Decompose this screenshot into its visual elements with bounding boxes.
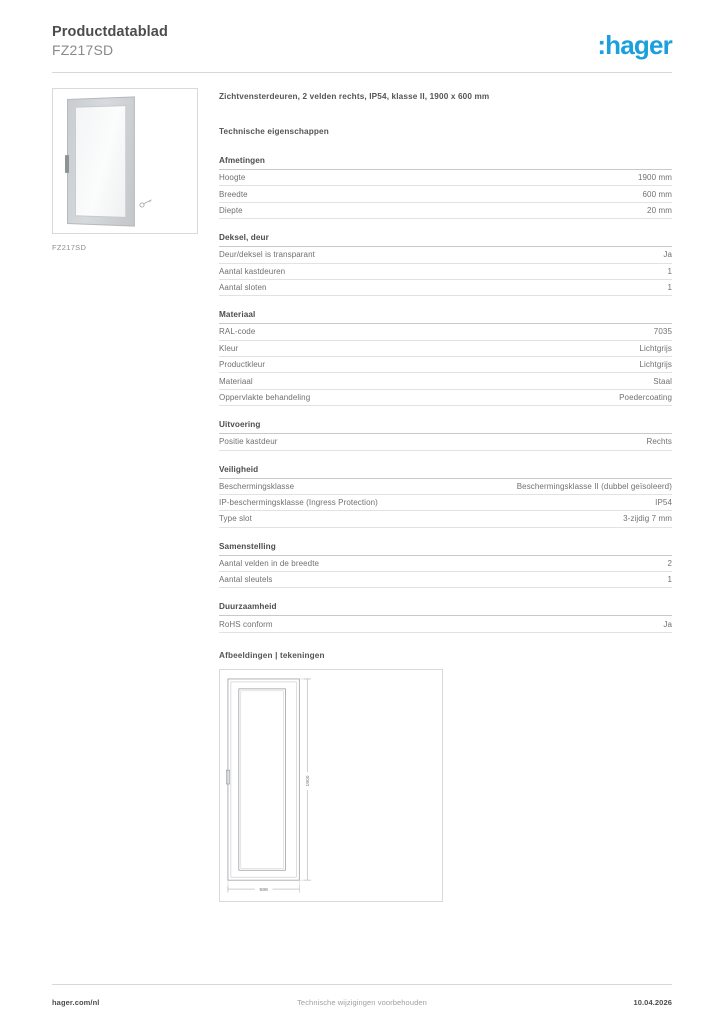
page-header	[52, 24, 672, 70]
spec-row	[219, 186, 672, 202]
footer-website[interactable]: hager.com/nl	[52, 998, 100, 1007]
header-title-block	[52, 24, 168, 59]
spec-label: Aantal kastdeuren	[219, 266, 286, 276]
spec-value: Ja	[663, 619, 672, 629]
spec-value: 2	[667, 558, 672, 568]
spec-value: Poedercoating	[619, 392, 672, 402]
spec-row	[219, 390, 672, 406]
spec-label: RAL-code	[219, 327, 256, 337]
spec-value: 7035	[653, 327, 672, 337]
page-footer	[52, 998, 672, 1010]
spec-value: 20 mm	[647, 205, 672, 215]
spec-row	[219, 479, 672, 495]
spec-value: 1	[667, 283, 672, 293]
spec-row	[219, 170, 672, 186]
spec-group-title: Duurzaamheid	[219, 602, 672, 616]
spec-label: Type slot	[219, 514, 252, 524]
spec-row	[219, 616, 672, 632]
spec-row	[219, 280, 672, 296]
spec-value: Ja	[663, 250, 672, 260]
spec-value: IP54	[655, 498, 672, 508]
spec-row	[219, 324, 672, 340]
spec-group	[219, 602, 672, 632]
spec-row	[219, 495, 672, 511]
spec-group-title: Materiaal	[219, 310, 672, 324]
spec-row	[219, 357, 672, 373]
footer-divider	[52, 984, 672, 985]
hager-logo: :hager	[597, 30, 672, 60]
spec-row	[219, 203, 672, 219]
page-title: Productdatablad	[52, 24, 168, 40]
spec-value: 3-zijdig 7 mm	[623, 514, 672, 524]
drawing-height-label: 1900	[306, 775, 312, 787]
spec-label: Aantal velden in de breedte	[219, 558, 320, 568]
spec-label: Positie kastdeur	[219, 437, 278, 447]
spec-label: Hoogte	[219, 173, 246, 183]
spec-label: Breedte	[219, 189, 248, 199]
spec-value: Lichtgrijs	[639, 343, 672, 353]
spec-label: Aantal sloten	[219, 283, 267, 293]
spec-label: Oppervlakte behandeling	[219, 392, 311, 402]
spec-group	[219, 465, 672, 528]
spec-value: 1	[667, 575, 672, 585]
technical-drawing-box	[219, 669, 443, 902]
spec-row	[219, 511, 672, 527]
spec-group-title: Deksel, deur	[219, 233, 672, 247]
spec-group	[219, 542, 672, 589]
spec-row	[219, 264, 672, 280]
header-divider	[52, 72, 672, 73]
spec-label: Kleur	[219, 343, 239, 353]
spec-label: Deur/deksel is transparant	[219, 250, 315, 260]
spec-group-title: Afmetingen	[219, 156, 672, 170]
spec-label: RoHS conform	[219, 619, 273, 629]
spec-label: IP-beschermingsklasse (Ingress Protection)	[219, 498, 378, 508]
spec-group-title: Veiligheid	[219, 465, 672, 479]
spec-group-title: Samenstelling	[219, 542, 672, 556]
spec-group-title: Uitvoering	[219, 420, 672, 434]
specs-heading: Technische eigenschappen	[219, 127, 329, 136]
technical-drawing-svg	[220, 670, 442, 901]
spec-row	[219, 434, 672, 450]
spec-row	[219, 247, 672, 263]
spec-row	[219, 373, 672, 389]
spec-row	[219, 341, 672, 357]
door-glass-pane	[75, 105, 126, 218]
spec-group	[219, 420, 672, 450]
spec-value: Beschermingsklasse II (dubbel geïsoleerd)	[516, 481, 672, 491]
product-image-caption: FZ217SD	[52, 243, 87, 252]
product-description: Zichtvensterdeuren, 2 velden rechts, IP54, klasse II, 1900 x 600 mm	[219, 92, 490, 101]
spec-value: Rechts	[646, 437, 672, 447]
spec-group	[219, 156, 672, 219]
spec-group	[219, 310, 672, 406]
spec-value: Lichtgrijs	[639, 360, 672, 370]
spec-value: 1900 mm	[637, 173, 672, 183]
spec-value: Staal	[653, 376, 672, 386]
spec-groups	[219, 156, 672, 633]
door-handle-shape	[65, 155, 69, 173]
spec-label: Aantal sleutels	[219, 575, 273, 585]
spec-label: Productkleur	[219, 360, 266, 370]
drawings-heading: Afbeeldingen | tekeningen	[219, 650, 325, 660]
footer-date: 10.04.2026	[633, 998, 672, 1007]
spec-value: 600 mm	[642, 189, 672, 199]
spec-group	[219, 233, 672, 296]
key-icon	[139, 199, 153, 208]
footer-disclaimer: Technische wijzigingen voorbehouden	[297, 998, 427, 1007]
spec-label: Beschermingsklasse	[219, 481, 295, 491]
product-image-box	[52, 88, 198, 234]
spec-value: 1	[667, 266, 672, 276]
main-content	[219, 92, 672, 902]
spec-row	[219, 556, 672, 572]
spec-label: Diepte	[219, 205, 243, 215]
product-reference: FZ217SD	[52, 42, 114, 58]
product-door-illustration	[67, 99, 133, 224]
spec-label: Materiaal	[219, 376, 253, 386]
spec-row	[219, 572, 672, 588]
drawing-width-label: 598	[259, 887, 268, 893]
door-frame-shape	[67, 96, 135, 226]
